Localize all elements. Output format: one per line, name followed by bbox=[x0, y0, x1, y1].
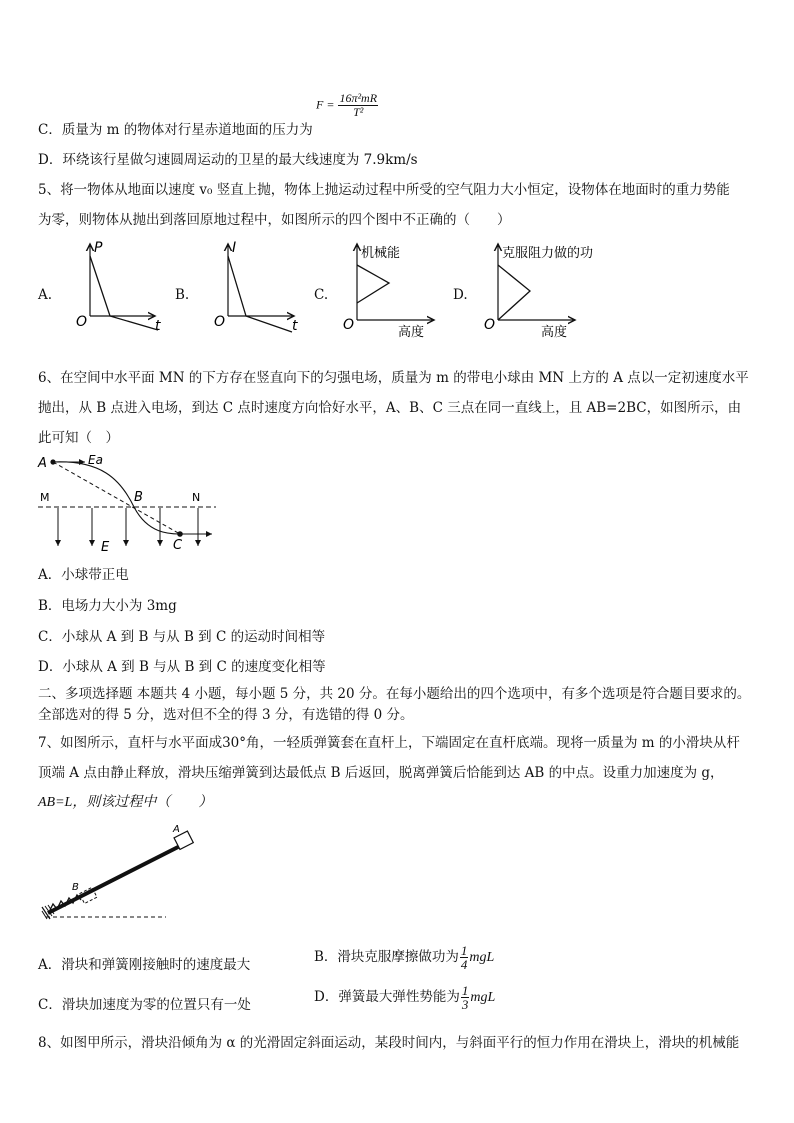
q6-option-b: B．电场力大小为 3mg bbox=[38, 598, 177, 614]
q6-label-n: N bbox=[192, 491, 201, 504]
formula-numerator: 16π²mR bbox=[339, 91, 378, 105]
graph-d-y-label: 克服阻力做的功 bbox=[502, 246, 594, 261]
graph-d bbox=[484, 244, 593, 340]
graph-b-x-label: t bbox=[292, 318, 298, 334]
q5-graph-d-label: D. bbox=[453, 287, 468, 303]
q5-stem-line1: 5、将一物体从地面以速度 v₀ 竖直上抛，物体上抛运动过程中所受的空气阻力大小恒定，设物体在地面时的重力势能 bbox=[38, 182, 730, 198]
q6-option-c: C．小球从 A 到 B 与从 B 到 C 的运动时间相等 bbox=[38, 629, 326, 645]
graph-b bbox=[214, 240, 298, 334]
pressure-formula bbox=[316, 92, 379, 119]
graph-a-x-label: t bbox=[155, 318, 161, 334]
graph-d-x-label: 高度 bbox=[541, 325, 568, 340]
q6-label-c: C bbox=[173, 538, 183, 553]
q6-stem-line1: 6、在空间中水平面 MN 的下方存在竖直向下的匀强电场，质量为 m 的带电小球由 MN 上方的 A 点以一定初速度水平 bbox=[38, 370, 749, 386]
graph-c-x-label: 高度 bbox=[398, 325, 425, 340]
q4-option-d: D．环绕该行星做匀速圆周运动的卫星的最大线速度为 7.9km/s bbox=[38, 152, 418, 168]
q7-stem-line3: AB=L，则该过程中（ ） bbox=[38, 795, 213, 810]
q7-option-b-tail: mgL bbox=[469, 950, 495, 965]
q7-option-d bbox=[314, 984, 495, 1011]
graph-a-y-label: P bbox=[94, 240, 103, 256]
q5-graph-c-label: C. bbox=[314, 287, 329, 303]
q7-option-b bbox=[314, 944, 494, 971]
section2-heading-line2: 全部选对的得 5 分，选对但不全的得 3 分，有选错的得 0 分。 bbox=[38, 707, 414, 723]
graph-a bbox=[76, 240, 161, 334]
q7-stem-line2: 顶端 A 点由静止释放，滑块压缩弹簧到达最低点 B 后返回，脱离弹簧后恰能到达 AB 的中点。设重力加速度为 g， bbox=[38, 765, 724, 781]
q6-label-a: A bbox=[38, 456, 47, 471]
q6-label-ea: Ea bbox=[88, 453, 103, 467]
graph-c bbox=[343, 244, 434, 340]
q6-label-e: E bbox=[101, 540, 110, 555]
formula-denominator: T² bbox=[353, 105, 364, 119]
q6-label-b: B bbox=[134, 490, 143, 505]
q6-label-m: M bbox=[40, 491, 50, 504]
q7-option-d-text: D．弹簧最大弹性势能为 bbox=[314, 989, 460, 1005]
q7-option-b-text: B．滑块克服摩擦做功为 bbox=[314, 949, 459, 965]
formula-lhs: F = bbox=[316, 97, 335, 112]
q6-stem-line2: 抛出，从 B 点进入电场，到达 C 点时速度方向恰好水平，A、B、C 三点在同一直线上，且 AB=2BC，如图所示，由 bbox=[38, 400, 742, 416]
q8-stem-line1: 8、如图甲所示，滑块沿倾角为 α 的光滑固定斜面运动，某段时间内，与斜面平行的恒力作用在滑块上，滑块的机械能 bbox=[38, 1035, 740, 1051]
q6-option-a: A．小球带正电 bbox=[38, 567, 129, 583]
graph-b-origin: O bbox=[214, 314, 226, 330]
q5-graphs bbox=[0, 238, 794, 343]
q7-option-b-numerator: 1 bbox=[460, 943, 468, 958]
q6-stem-line3: 此可知（ ） bbox=[38, 430, 119, 446]
q7-option-d-tail: mgL bbox=[470, 990, 496, 1005]
q5-graph-a-label: A. bbox=[38, 287, 53, 303]
q4-option-c: C．质量为 m 的物体对行星赤道地面的压力为 bbox=[38, 122, 313, 138]
q7-label-a: A bbox=[173, 824, 180, 835]
q6-option-d: D．小球从 A 到 B 与从 B 到 C 的速度变化相等 bbox=[38, 659, 326, 675]
q7-figure bbox=[36, 820, 206, 925]
section2-heading-line1: 二、多项选择题 本题共 4 小题，每小题 5 分，共 20 分。在每小题给出的四个选项中，有多个选项是符合题目要求的。 bbox=[38, 686, 751, 702]
q7-label-b: B bbox=[72, 882, 79, 893]
graph-b-y-label: I bbox=[232, 240, 237, 256]
graph-a-origin: O bbox=[76, 314, 88, 330]
q5-graph-b-label: B. bbox=[175, 287, 190, 303]
graph-d-origin: O bbox=[484, 317, 496, 333]
q6-figure bbox=[30, 448, 230, 558]
q7-option-d-numerator: 1 bbox=[461, 983, 469, 998]
q7-option-c: C．滑块加速度为零的位置只有一处 bbox=[38, 997, 251, 1013]
q5-stem-line2: 为零，则物体从抛出到落回原地过程中，如图所示的四个图中不正确的（ ） bbox=[38, 212, 511, 228]
graph-c-y-label: 机械能 bbox=[361, 246, 401, 261]
q7-option-a: A．滑块和弹簧刚接触时的速度最大 bbox=[38, 957, 251, 973]
q7-stem-line1: 7、如图所示，直杆与水平面成30°角，一轻质弹簧套在直杆上，下端固定在直杆底端。现将一质量为 m 的小滑块从杆 bbox=[38, 735, 740, 751]
q7-option-d-denominator: 3 bbox=[461, 997, 469, 1012]
q7-option-b-denominator: 4 bbox=[460, 957, 468, 972]
graph-c-origin: O bbox=[343, 317, 355, 333]
